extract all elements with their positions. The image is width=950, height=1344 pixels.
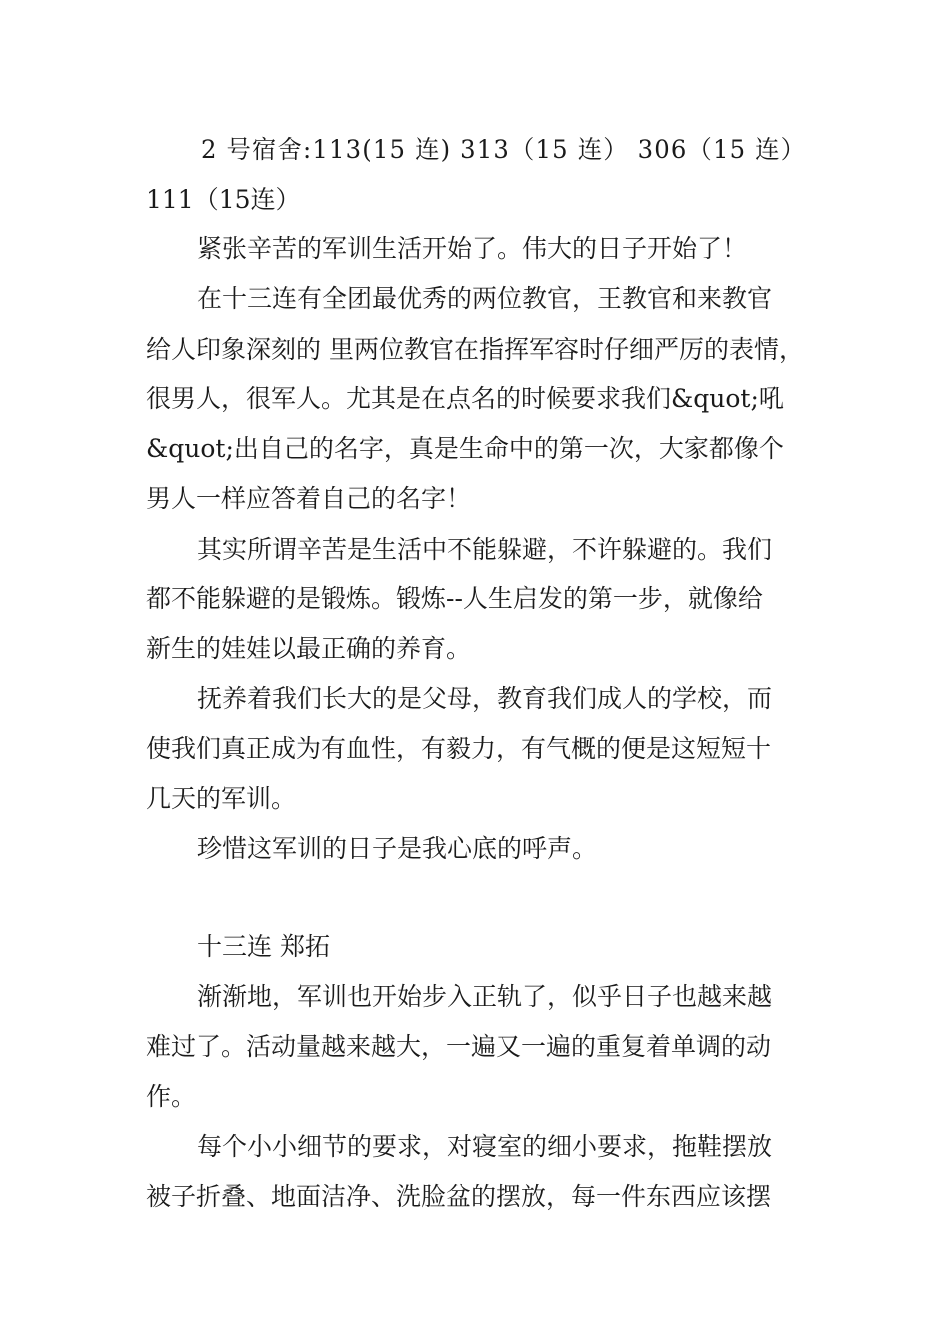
text-line: &quot;出自己的名字，真是生命中的第一次，大家都像个 xyxy=(146,434,784,463)
text-line: 在十三连有全团最优秀的两位教官，王教官和来教官 xyxy=(197,284,773,313)
text-line: 紧张辛苦的军训生活开始了。伟大的日子开始了！ xyxy=(197,234,748,263)
text-line: 都不能躲避的是锻炼。锻炼--人生启发的第一步，就像给 xyxy=(146,584,763,613)
text-line: 被子折叠、地面洁净、洗脸盆的摆放，每一件东西应该摆 xyxy=(146,1182,772,1211)
text-line: 几天的军训。 xyxy=(146,784,297,813)
text-line: 很男人，很军人。尤其是在点名的时候要求我们&quot;吼 xyxy=(146,384,784,413)
text-line: 抚养着我们长大的是父母，教育我们成人的学校，而 xyxy=(197,684,773,713)
text-line: 2 号宿舍:113(15 连) 313（15 连） 306（15 连） xyxy=(201,135,807,164)
text-line: 男人一样应答着自己的名字！ xyxy=(146,484,472,513)
text-line: 使我们真正成为有血性，有毅力，有气概的便是这短短十 xyxy=(146,734,772,763)
text-line: 其实所谓辛苦是生活中不能躲避，不许躲避的。我们 xyxy=(197,535,773,564)
author-line: 十三连 郑拓 xyxy=(197,932,330,961)
text-line: 渐渐地，军训也开始步入正轨了，似乎日子也越来越 xyxy=(197,982,773,1011)
text-line: 111（15连） xyxy=(146,185,301,214)
text-line: 难过了。活动量越来越大，一遍又一遍的重复着单调的动 xyxy=(146,1032,772,1061)
text-line: 给人印象深刻的 里两位教官在指挥军容时仔细严厉的表情， xyxy=(146,335,804,364)
text-line: 每个小小细节的要求，对寝室的细小要求，拖鞋摆放 xyxy=(197,1132,773,1161)
text-line: 作。 xyxy=(146,1082,197,1111)
text-line: 珍惜这军训的日子是我心底的呼声。 xyxy=(197,834,598,863)
text-line: 新生的娃娃以最正确的养育。 xyxy=(146,634,472,663)
